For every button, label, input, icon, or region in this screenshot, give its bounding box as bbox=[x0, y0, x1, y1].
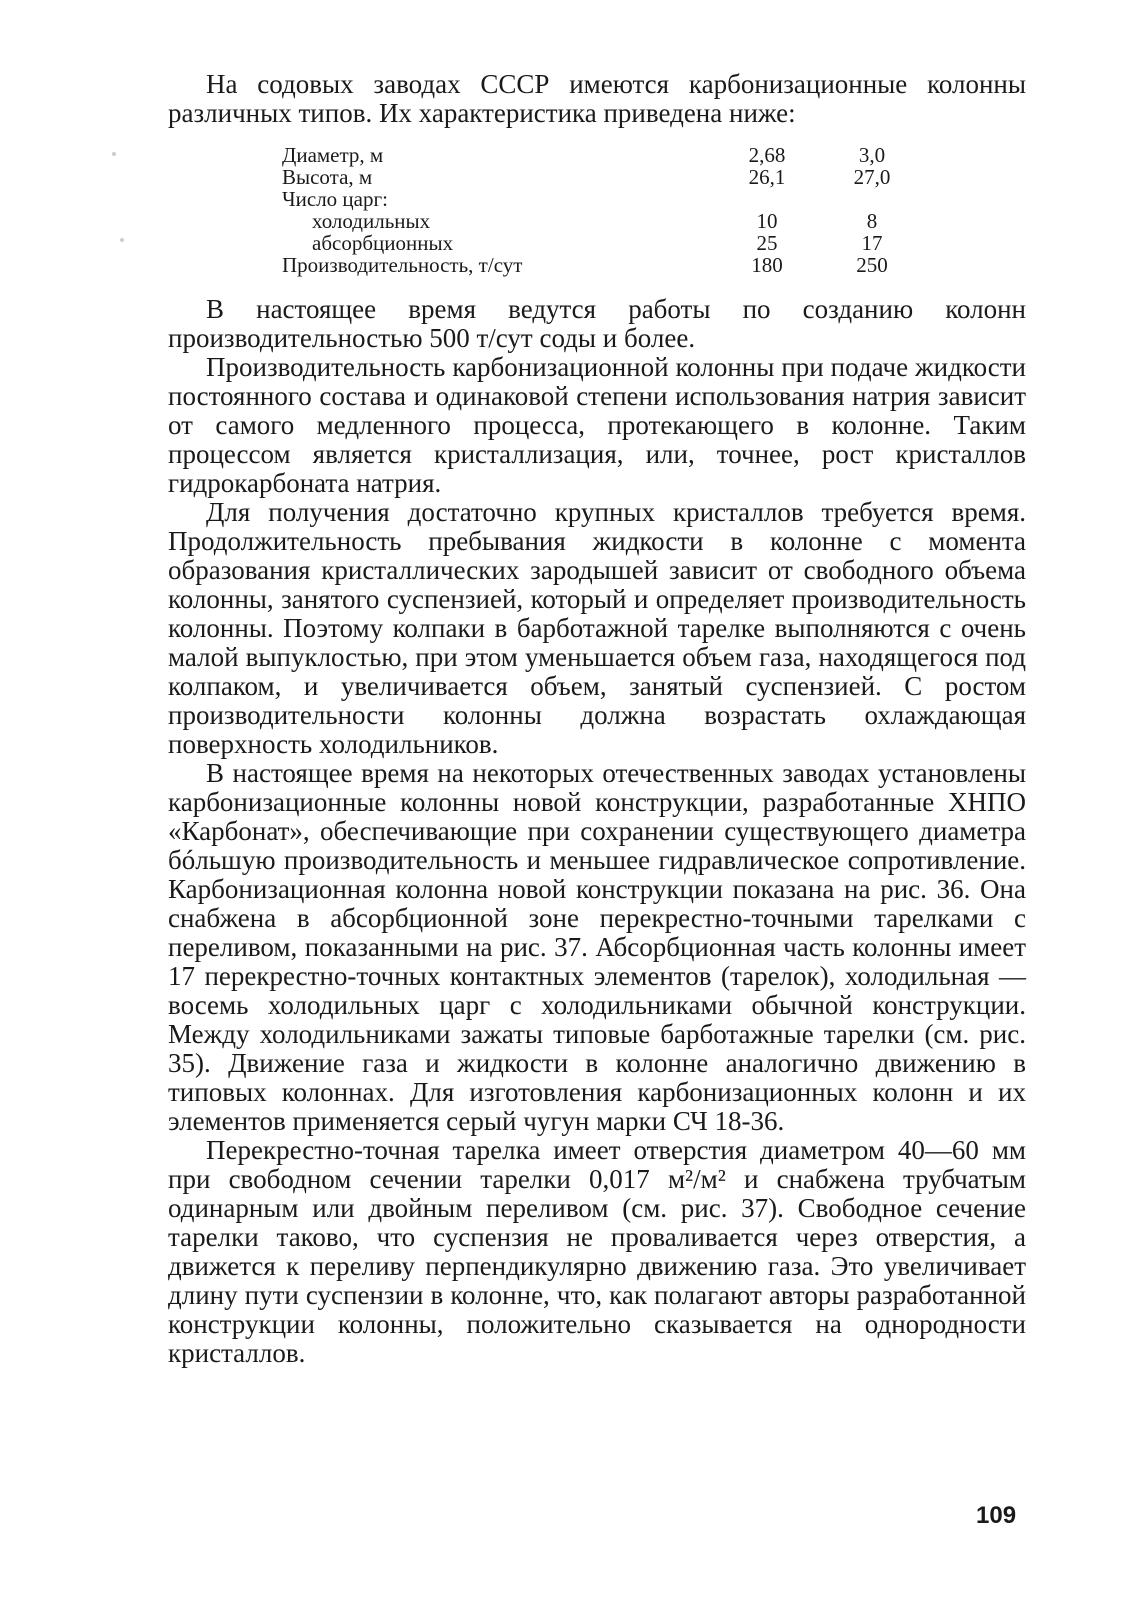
value-type-1 bbox=[712, 188, 822, 210]
table-row bbox=[282, 188, 922, 210]
value-type-2: 250 bbox=[856, 253, 888, 277]
paragraph: Перекрестно-точная тарелка имеет отверстия диаметром 40—60 мм при свободном сечении тарелки 0,017 м²/м² и снабжена трубчатым одинарным или двойным переливом (см. рис. 37). Свободное сечение тарелки таково, что суспензия не проваливается через отверстия, а движется к переливу перпендикулярно движению газа. Это увеличивает длину пути суспензии в колонне, что, как полагают авторы разработанной конструкции колонны, положительно сказывается на однородности кристаллов. bbox=[168, 1135, 1026, 1368]
value-type-2: 27,0 bbox=[853, 165, 891, 189]
paragraph: В настоящее время на некоторых отечественных заводах установлены карбонизационные колонны новой конструкции, разработанные ХНПО «Карбонат», обеспечивающие при сохранении существующего диаметра бóльшую производительность и меньшее гидравлическое сопротивление. Карбонизационная колонна новой конструкции показана на рис. 36. Она снабжена в абсорбционной зоне перекрестно-точными тарелками с переливом, показанными на рис. 37. Абсорбционная часть колонны имеет 17 перекрестно-точных контактных элементов (тарелок), холодильная — восемь холодильных царг с холодильниками обычной конструкции. Между холодильниками зажаты типовые барботажные тарелки (см. рис. 35). Движение газа и жидкости в колонне аналогично движению в типовых колоннах. Для изготовления карбонизационных колонн и их элементов применяется серый чугун марки СЧ 18-36. bbox=[168, 758, 1026, 1136]
table-row bbox=[282, 232, 922, 254]
intro-section bbox=[168, 70, 1026, 128]
scan-speck bbox=[112, 152, 116, 156]
column-specs-table bbox=[282, 144, 922, 276]
paragraph: Производительность карбонизационной колонны при подаче жидкости постоянного состава и одинаковой степени использования натрия зависит от самого медленного процесса, протекающего в колонне. Таким процессом является кристаллизация, или, точнее, рост кристаллов гидрокарбоната натрия. bbox=[168, 352, 1026, 498]
table-row bbox=[282, 254, 922, 276]
paragraph: Для получения достаточно крупных кристаллов требуется время. Продолжительность пребывания жидкости в колонне с момента образования кристаллических зародышей зависит от свободного объема колонны, занятого суспензией, который и определяет производительность колонны. Поэтому колпаки в барботажной тарелке выполняются с очень малой выпуклостью, при этом уменьшается объем газа, находящегося под колпаком, и увеличивается объем, занятый суспензией. С ростом производительности колонны должна возрастать охлаждающая поверхность холодильников. bbox=[168, 497, 1026, 759]
row-label: Высота, м bbox=[282, 165, 373, 189]
value-type-1: 26,1 bbox=[748, 165, 786, 189]
paragraph: В настоящее время ведутся работы по созданию колонн производительностью 500 т/сут соды и более. bbox=[168, 294, 1026, 353]
row-label: абсорбционных bbox=[312, 231, 454, 255]
value-type-2: 17 bbox=[861, 231, 883, 255]
row-label: холодильных bbox=[312, 209, 431, 233]
value-type-1: 10 bbox=[756, 209, 778, 233]
table-row bbox=[282, 166, 922, 188]
value-type-1: 2,68 bbox=[748, 143, 786, 167]
value-type-2 bbox=[822, 188, 922, 210]
row-label: Число царг: bbox=[282, 187, 388, 211]
value-type-1: 180 bbox=[751, 253, 783, 277]
value-type-1: 25 bbox=[756, 231, 778, 255]
value-type-2: 8 bbox=[866, 209, 878, 233]
intro-paragraph: На содовых заводах СССР имеются карбонизационные колонны различных типов. Их характеристика приведена ниже: bbox=[168, 69, 1026, 128]
row-label: Производительность, т/сут bbox=[282, 253, 523, 277]
row-label: Диаметр, м bbox=[282, 143, 384, 167]
table-row bbox=[282, 144, 922, 166]
page-number: 109 bbox=[976, 1502, 1017, 1529]
value-type-2: 3,0 bbox=[858, 143, 886, 167]
scan-speck bbox=[120, 238, 124, 242]
table-row bbox=[282, 210, 922, 232]
body-text bbox=[168, 295, 1026, 1368]
